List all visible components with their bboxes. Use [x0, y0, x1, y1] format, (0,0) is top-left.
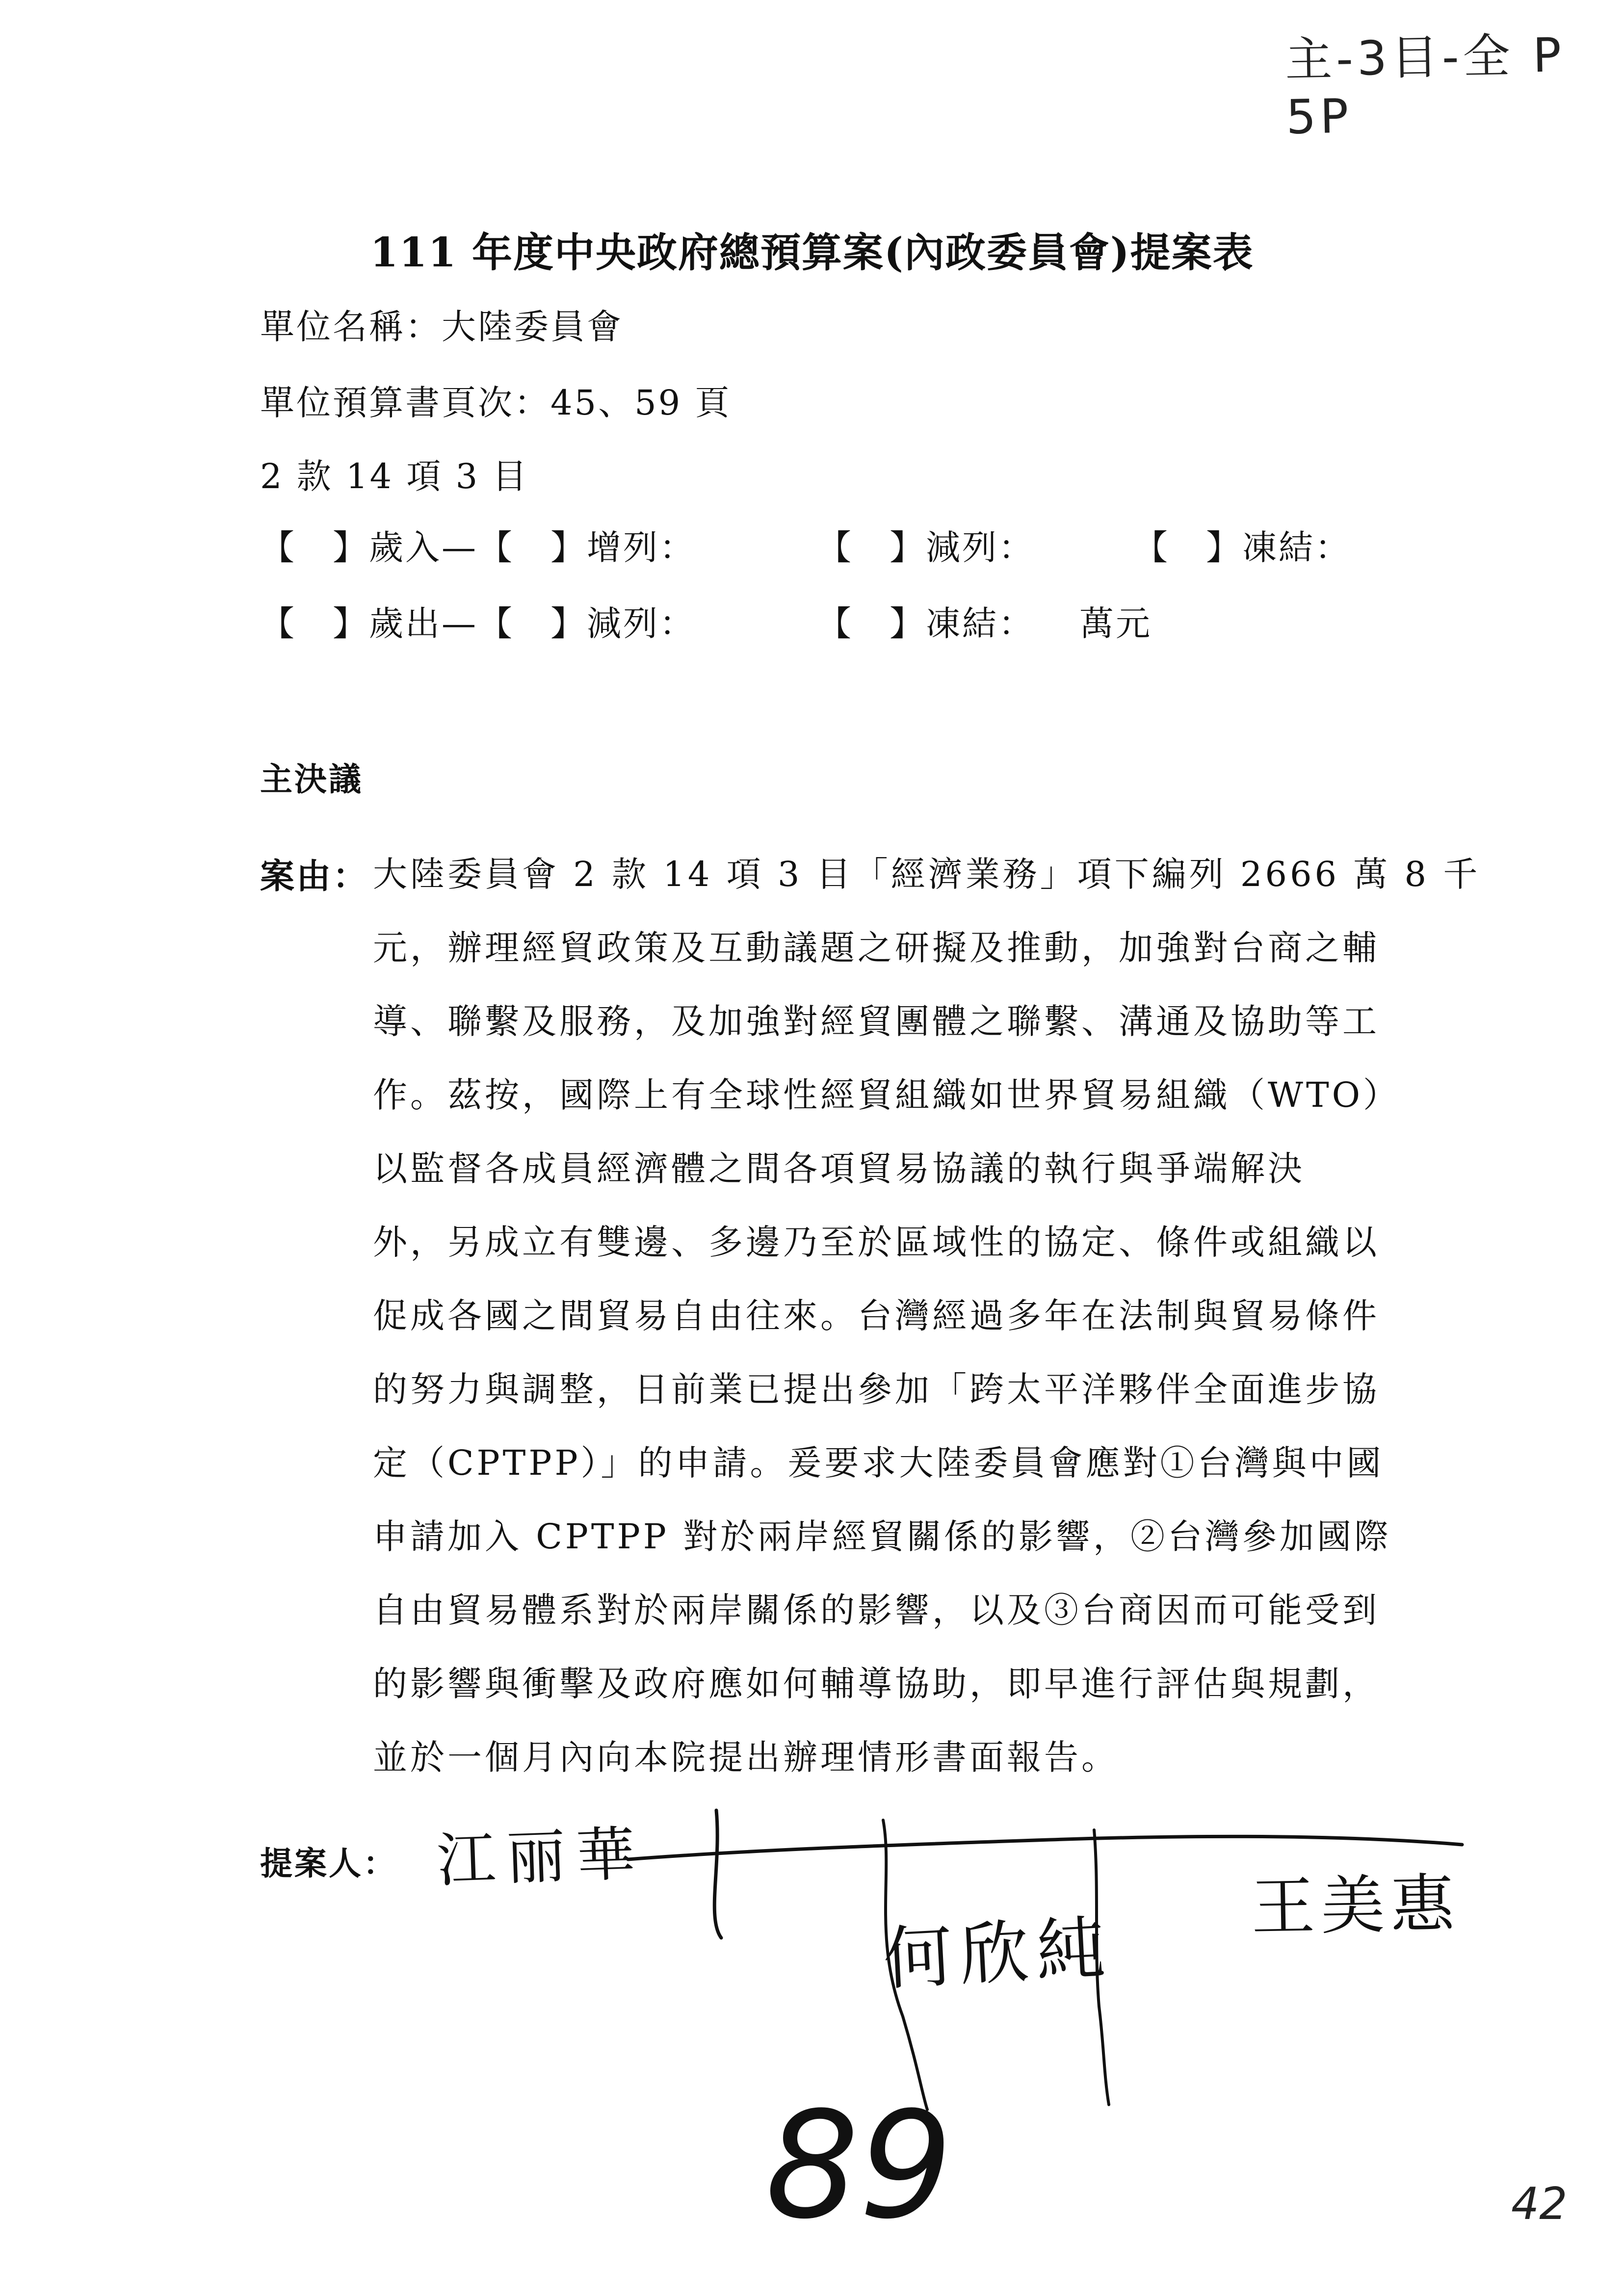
reason-line: 外，另成立有雙邊、多邊乃至於區域性的協定、條件或組織以: [373, 1222, 1380, 1262]
reason-line: 以監督各成員經濟體之間各項貿易協議的執行與爭端解決: [373, 1148, 1305, 1189]
reason-line: 申請加入 CPTPP 對於兩岸經貿關係的影響，②台灣參加國際: [373, 1516, 1392, 1557]
budget-pages: 單位預算書頁次：45、59 頁: [260, 383, 732, 423]
revenue-row: [260, 520, 1438, 574]
reason-label: 案由：: [260, 856, 369, 896]
reason-line: 定（CPTPP）」的申請。爰要求大陸委員會應對①台灣與中國: [373, 1443, 1384, 1483]
reason-line: 作。茲按，國際上有全球性經貿組織如世界貿易組織（WTO）: [373, 1075, 1401, 1115]
handwritten-reference-note: 主-3目-全 P 5P: [1284, 27, 1566, 145]
reason-line: 元，辦理經貿政策及互動議題之研擬及推動，加強對台商之輔: [373, 928, 1380, 968]
reason-line: 促成各國之間貿易自由往來。台灣經過多年在法制與貿易條件: [373, 1296, 1380, 1336]
reason-line: 自由貿易體系對於兩岸關係的影響，以及③台商因而可能受到: [373, 1590, 1380, 1630]
reason-line: 的影響與衝擊及政府應如何輔導協助，即早進行評估與規劃，: [373, 1664, 1380, 1704]
expenditure-decrease: 【 】歲出—【 】減列：: [260, 603, 696, 644]
reason-line: 的努力與調整，日前業已提出參加「跨太平洋夥伴全面進步協: [373, 1369, 1380, 1409]
handwritten-number: 89: [765, 2080, 953, 2251]
revenue-decrease: 【 】減列：: [817, 527, 1035, 568]
revenue-freeze: 【 】凍結：: [1133, 527, 1351, 568]
revenue-increase: 【 】歲入—【 】增列：: [260, 527, 696, 568]
signature-1: 江丽華: [436, 1820, 647, 1896]
signature-3: 王美惠: [1250, 1866, 1461, 1945]
proposer-label: 提案人：: [260, 1845, 397, 1882]
signature-2: 何欣純: [881, 1907, 1115, 2000]
unit-name: 單位名稱：大陸委員會: [260, 307, 623, 347]
reason-text: [373, 849, 1481, 1805]
reason-line: 導、聯繫及服務，及加強對經貿團體之聯繫、溝通及協助等工: [373, 1001, 1380, 1042]
expenditure-freeze: 【 】凍結：: [817, 603, 1035, 644]
section-title: 主決議: [260, 760, 363, 798]
page-number: 42: [1511, 2178, 1568, 2230]
expenditure-row: [260, 596, 1438, 650]
reason-line: 並於一個月內向本院提出辦理情形書面報告。: [373, 1737, 1119, 1777]
item-code: 2 款 14 項 3 目: [260, 456, 529, 496]
amount-unit: 萬元: [1079, 603, 1152, 644]
page-title: 111 年度中央政府總預算案(內政委員會)提案表: [370, 229, 1254, 276]
reason-line: 大陸委員會 2 款 14 項 3 目「經濟業務」項下編列 2666 萬 8 千: [373, 854, 1481, 894]
